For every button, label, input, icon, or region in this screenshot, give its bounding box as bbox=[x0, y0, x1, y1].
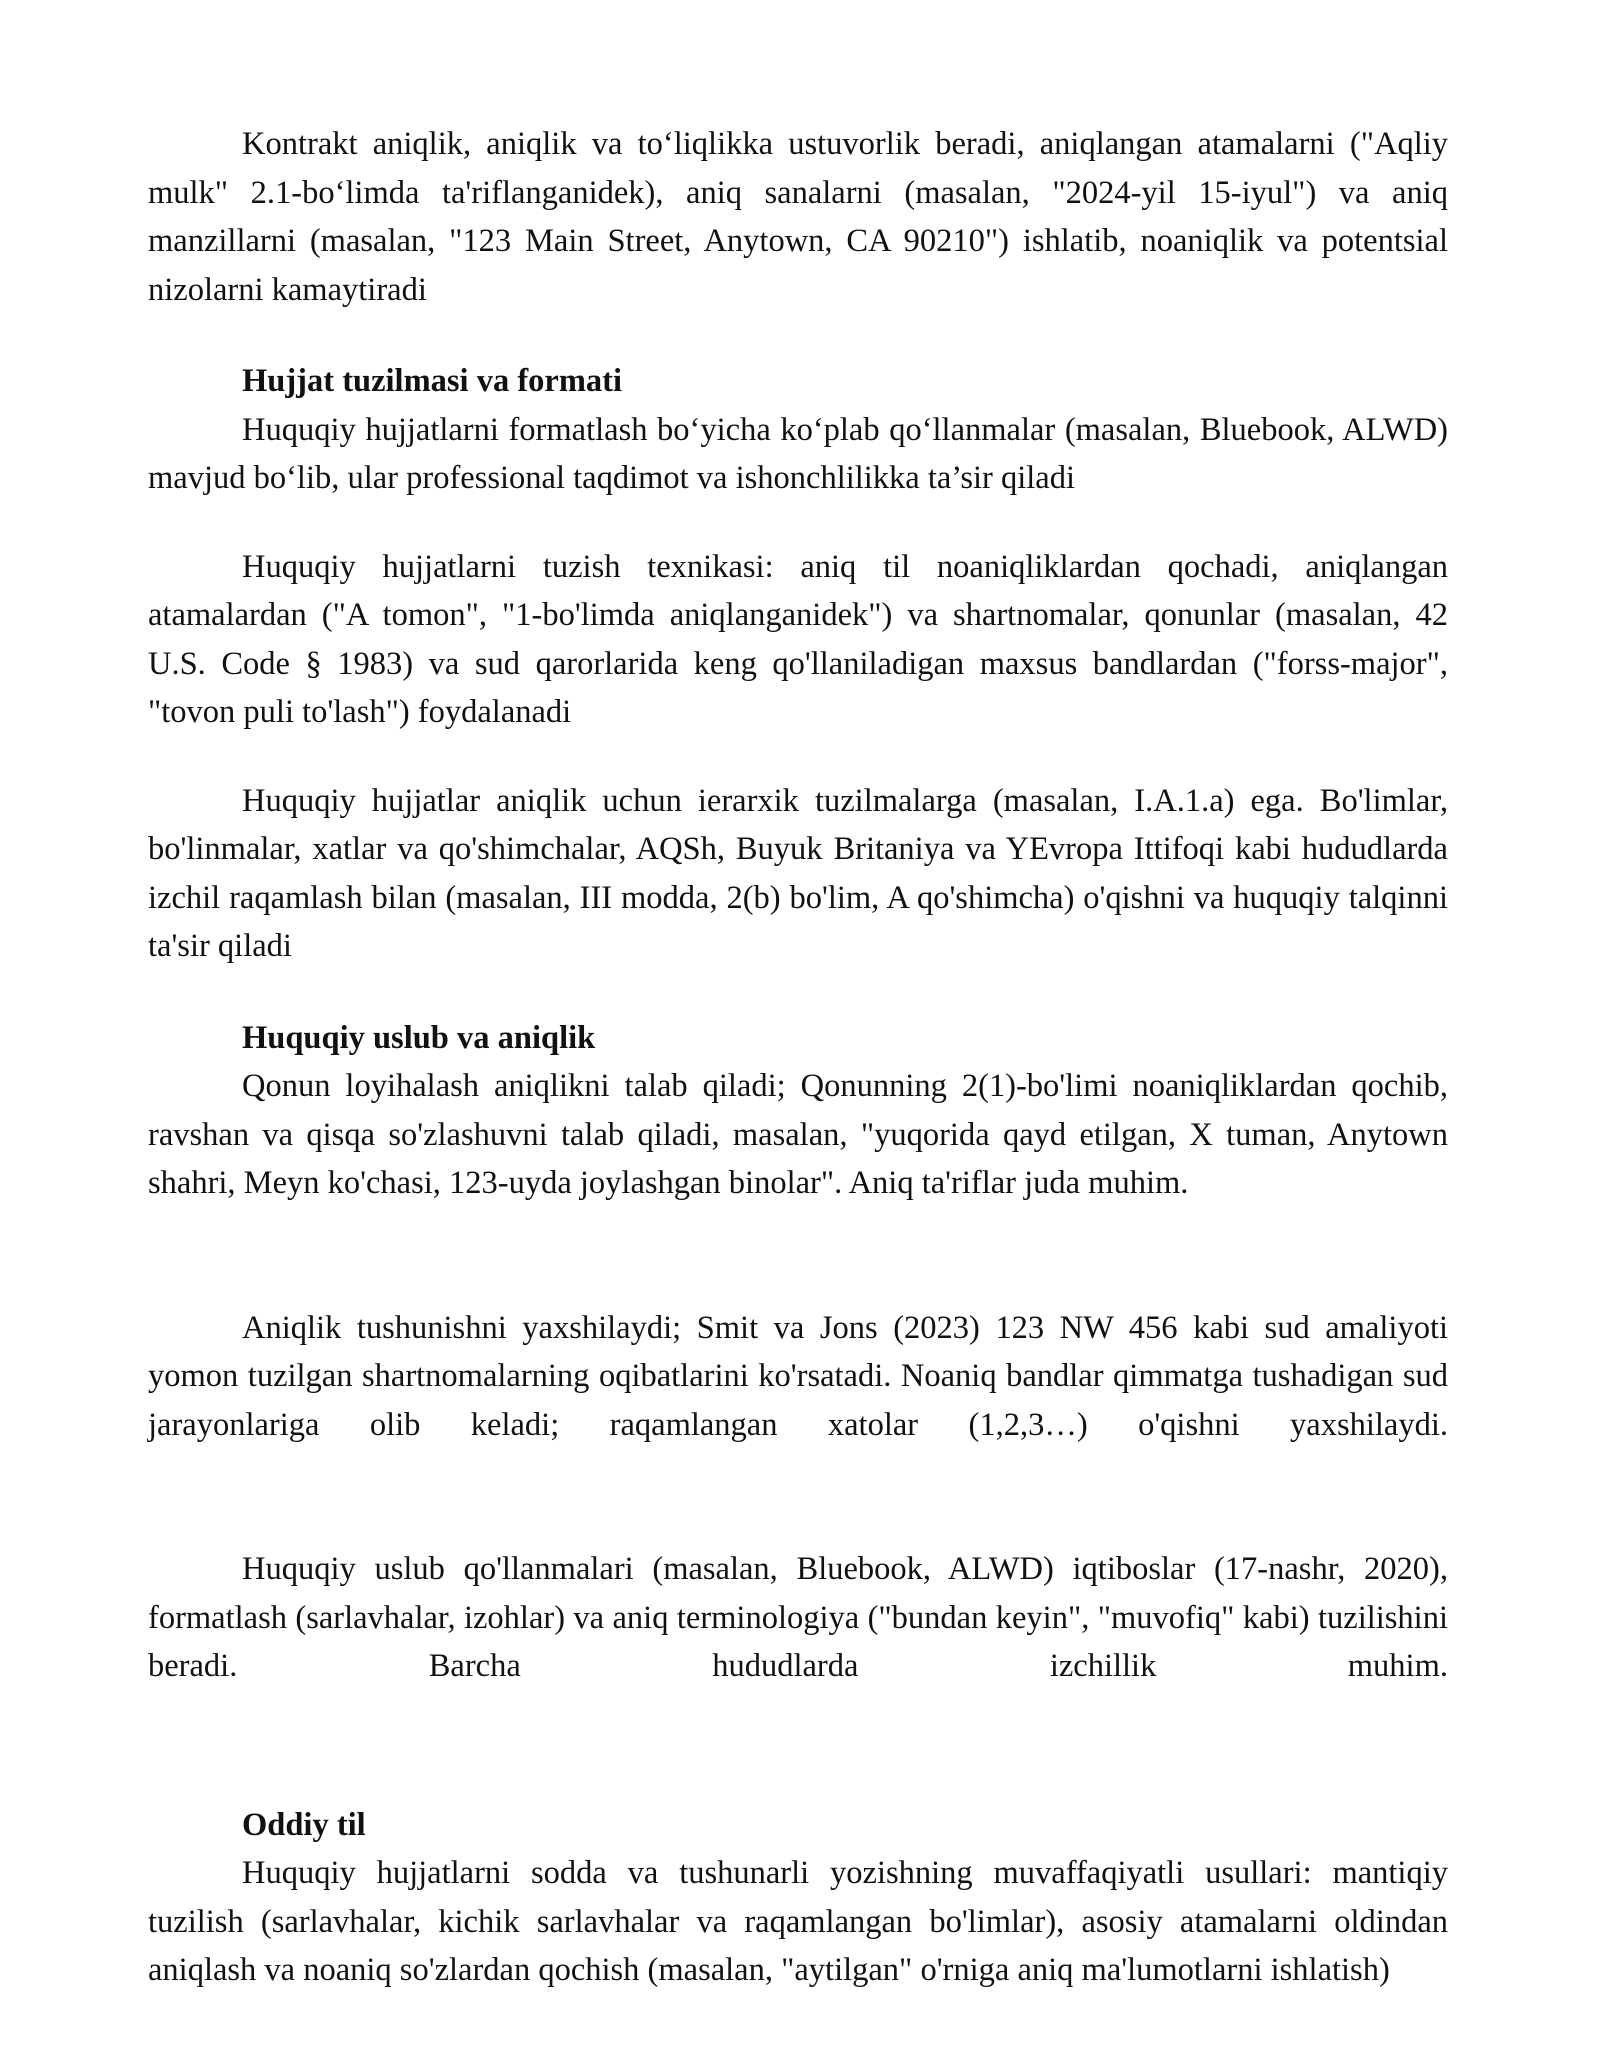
paragraph-drafting-technique: Huquqiy hujjatlarni tuzish texnikasi: aniq til noaniqliklardan qochadi, aniqlangan atamalardan ("A tomon", "1-bo'limda aniqlanganidek") va shartnomalar, qonunlar (masalan, 42 U.S. Code § 1983) va sud qarorlarida keng qo'llaniladigan maxsus bandlardan ("forss-major", "tovon puli to'lash") foydalanadi bbox=[148, 548, 1448, 730]
paragraph-hierarchical-structure: Huquqiy hujjatlar aniqlik uchun ierarxik tuzilmalarga (masalan, I.A.1.a) ega. Bo'limlar, bo'linmalar, xatlar va qo'shimchalar, AQSh, Buyuk Britaniya va YEvropa Ittifoqi kabi hududlarda izchil raqamlash bilan (masalan, III modda, 2(b) bo'lim, A qo'shimcha) o'qishni va huquqiy talqinni ta'sir qiladi bbox=[148, 782, 1448, 964]
heading-plain-language: Oddiy til bbox=[242, 1806, 366, 1843]
heading-document-structure: Hujjat tuzilmasi va formati bbox=[242, 363, 623, 399]
paragraph-clarity-caselaw: Aniqlik tushunishni yaxshilaydi; Smit va Jons (2023) 123 NW 456 kabi sud amaliyoti yomon tuzilgan shartnomalarning oqibatlarini ko'rsatadi. Noaniq bandlar qimmatga tushadigan sud jarayonlariga olib keladi; raqamlangan xatolar (1,2,3…) o'qishni yaxshilaydi. bbox=[148, 1309, 1448, 1443]
paragraph-contract-clarity: Kontrakt aniqlik, aniqlik va to‘liqlikka ustuvorlik beradi, aniqlangan atamalarni ("Aqliy mulk" 2.1-bo‘limda ta'riflanganidek), aniq sanalarni (masalan, "2024-yil 15-iyul") va aniq manzillarni (masalan, "123 Main Street, Anytown, CA 90210") ishlatib, noaniqlik va potentsial nizolarni kamaytiradi bbox=[148, 126, 1448, 308]
paragraph-style-manuals: Huquqiy uslub qo'llanmalari (masalan, Bluebook, ALWD) iqtiboslar (17-nashr, 2020), formatlash (sarlavhalar, izohlar) va aniq terminologiya ("bundan keyin", "muvofiq" kabi) tuzilishini beradi. Barcha hududlarda izchillik muhim. bbox=[148, 1551, 1448, 1684]
heading-legal-style: Huquqiy uslub va aniqlik bbox=[242, 1019, 596, 1056]
paragraph-spacer bbox=[148, 737, 1448, 777]
paragraph-spacer bbox=[148, 314, 1448, 357]
paragraph-drafting-precision: Qonun loyihalash aniqlikni talab qiladi; Qonunning 2(1)-bo'limi noaniqliklardan qochib, ravshan va qisqa so'zlashuvni talab qiladi, masalan, "yuqorida qayd etilgan, X tuman, Anytown shahri, Meyn ko'chasi, 123-uyda joylashgan binolar". Aniq ta'riflar juda muhim. bbox=[148, 1068, 1448, 1201]
paragraph-formatting-guides: Huquqiy hujjatlarni formatlash bo‘yicha ko‘plab qo‘llanmalar (masalan, Bluebook, ALWD) mavjud bo‘lib, ular professional taqdimot va ishonchlilikka ta’sir qiladi bbox=[148, 411, 1448, 496]
paragraph-spacer bbox=[148, 503, 1448, 543]
paragraph-spacer bbox=[148, 1449, 1448, 1545]
document-page bbox=[148, 120, 1448, 1995]
paragraph-spacer bbox=[148, 971, 1448, 1014]
paragraph-spacer bbox=[148, 1691, 1448, 1801]
paragraph-spacer bbox=[148, 1208, 1448, 1304]
paragraph-plain-writing: Huquqiy hujjatlarni sodda va tushunarli yozishning muvaffaqiyatli usullari: mantiqiy tuzilish (sarlavhalar, kichik sarlavhalar va raqamlangan bo'limlar), asosiy atamalarni oldindan aniqlash va noaniq so'zlardan qochish (masalan, "aytilgan" o'rniga aniq ma'lumotlarni ishlatish) bbox=[148, 1855, 1448, 1988]
